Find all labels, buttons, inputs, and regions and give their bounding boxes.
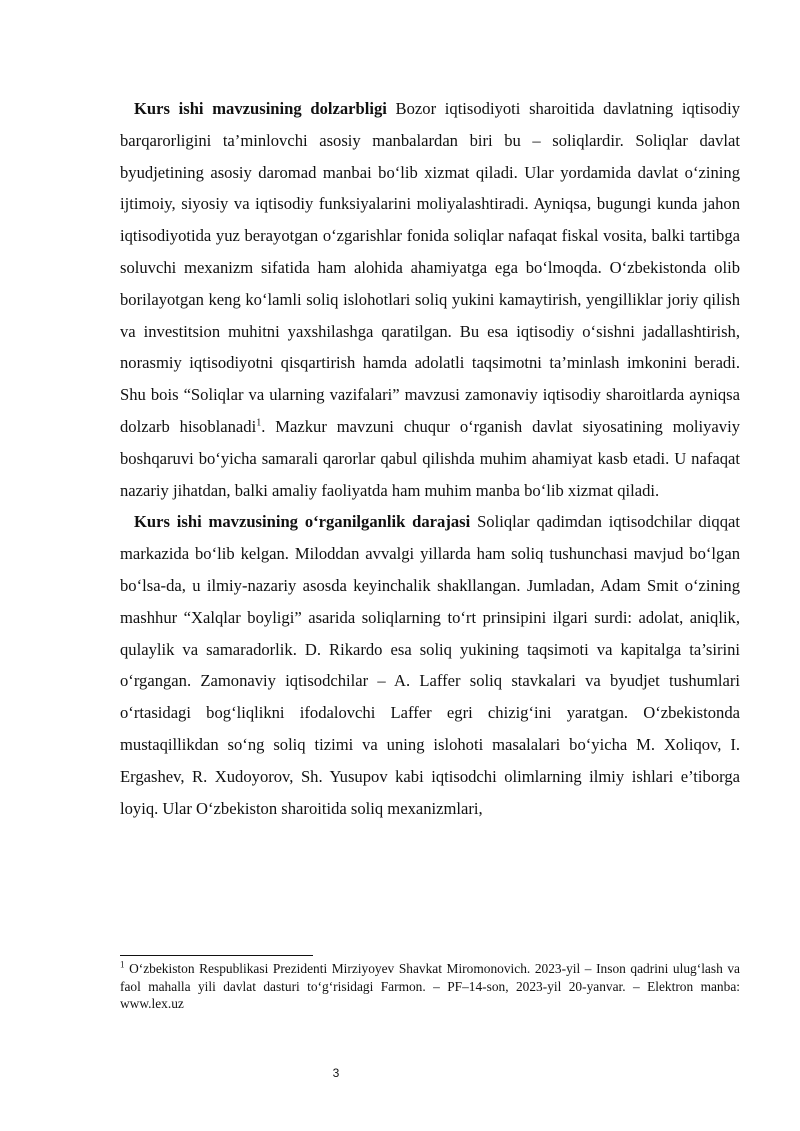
footnote-separator xyxy=(120,955,313,956)
paragraph-text: Bozor iqtisodiyoti sharoitida davlatning iqtisodiy barqarorligini ta’minlovchi asosiy manbalardan biri bu – soliqlardir. Soliqlar davlat byudjetining asosiy daromad manbai bo‘lib xizmat qiladi. Ular yordamida davlat o‘zining ijtimoiy, siyosiy va iqtisodiy funksiyalarini moliyalashtiradi. Ayniqsa, bugungi kunda jahon iqtisodiyotida yuz berayotgan o‘zgarishlar fonida soliqlar nafaqat fiskal vosita, balki tartibga soluvchi mexanizm sifatida ham alohida ahamiyatga ega bo‘lmoqda. O‘zbekistonda olib borilayotgan keng ko‘lamli soliq islohotlari soliq yukini kamaytirish, yengilliklar joriy qilish va investitsion muhitni yaxshilashga qaratilgan. Bu esa iqtisodiy o‘sishni jadallashtirish, norasmiy iqtisodiyotni qisqartirish hamda adolatli taqsimotni ta’minlash imkonini beradi. Shu bois “Soliqlar va ularning vazifalari” mavzusi zamonaviy iqtisodiy sharoitlarda ayniqsa dolzarb hisoblanadi xyxy=(120,99,740,436)
page-number: 3 xyxy=(332,1066,340,1080)
paragraph-text: Soliqlar qadimdan iqtisodchilar diqqat markazida bo‘lib kelgan. Miloddan avvalgi yillarda ham soliq tushunchasi mavjud bo‘lgan bo‘lsa-da, u ilmiy-nazariy asosda keyinchalik shakllangan. Jumladan, Adam Smit o‘zining mashhur “Xalqlar boyligi” asarida soliqlarning to‘rt prinsipini ilgari surdi: adolat, aniqlik, qulaylik va samaradorlik. D. Rikardo esa soliq yukining taqsimoti va kapitalga ta’sirini o‘rgangan. Zamonaviy iqtisodchilar – A. Laffer soliq stavkalari va byudjet tushumlari o‘rtasidagi bog‘liqlikni ifodalovchi Laffer egri chizig‘ini yaratgan. O‘zbekistonda mustaqillikdan so‘ng soliq tizimi va uning islohoti masalalari bo‘yicha M. Xoliqov, I. Ergashev, R. Xudoyorov, Sh. Yusupov kabi iqtisodchi olimlarning ilmiy ishlari e’tiborga loyiq. Ular O‘zbekiston sharoitida soliq mexanizmlari, xyxy=(120,512,740,818)
paragraph-text: . Mazkur mavzuni chuqur o‘rganish davlat siyosatining moliyaviy boshqaruvi bo‘yicha samarali qarorlar qabul qilishda muhim ahamiyat kasb etadi. U nafaqat nazariy jihatdan, balki amaliy faoliyatda ham muhim manba bo‘lib xizmat qiladi. xyxy=(120,416,740,500)
footnote-number: 1 xyxy=(120,959,125,970)
paragraph-heading: Kurs ishi mavzusining dolzarbligi xyxy=(134,99,387,118)
body-text xyxy=(120,93,740,824)
footnote xyxy=(120,960,740,1013)
footnote-text: O‘zbekiston Respublikasi Prezidenti Mirziyoyev Shavkat Miromonovich. 2023-yil – Inson qadrini ulug‘lash va faol mahalla yili davlat dasturi to‘g‘risidagi Farmon. – PF–14-son, 2023-yil 20-yanvar. – Elektron manba: www.lex.uz xyxy=(120,961,740,1011)
footnote-reference[interactable]: 1 xyxy=(256,417,262,429)
paragraph-relevance xyxy=(120,93,740,506)
paragraph-heading: Kurs ishi mavzusining o‘rganilganlik darajasi xyxy=(134,512,471,532)
paragraph-study-level xyxy=(120,506,740,824)
